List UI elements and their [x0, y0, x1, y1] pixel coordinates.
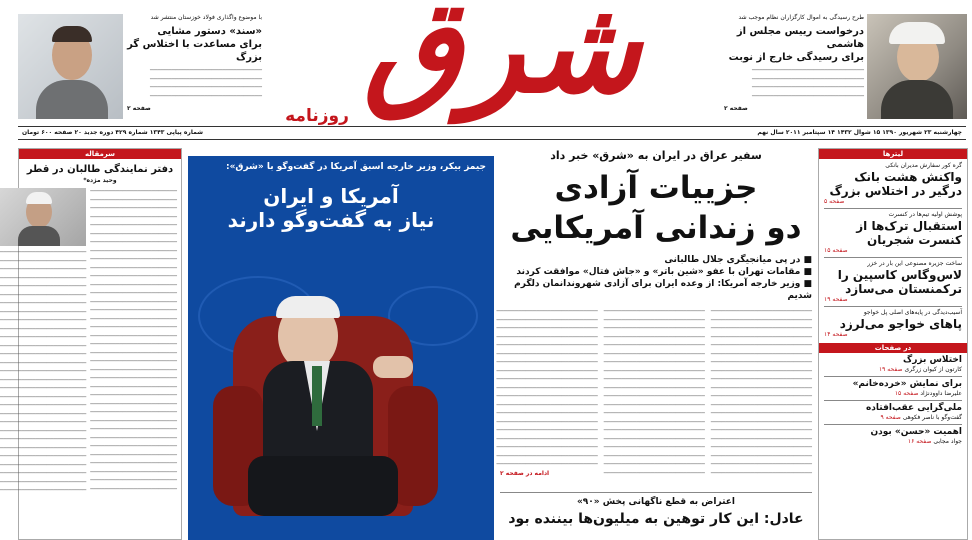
photo-caption: جیمز بیکر، وزیر خارجه اسبق آمریکا در گفت‌وگو با «شرق»:: [225, 162, 486, 172]
section-label: سرمقاله: [19, 149, 181, 159]
teaser-headline-2: برای مساعدت با اختلاس گر بزرگ: [127, 39, 262, 63]
bottom-story[interactable]: [500, 492, 812, 538]
teaser-headline: درخواست رییس مجلس از هاشمی: [736, 26, 864, 50]
divider: [824, 208, 962, 209]
item-title: واکنش هشت بانک درگیر در اختلاس بزرگ: [829, 170, 962, 198]
section-label: لیترها: [819, 149, 967, 159]
masthead-logo: [262, 0, 722, 134]
pages-item-title: اهمیت «حسن» بودن: [870, 427, 962, 437]
top-right-teaser[interactable]: [724, 14, 864, 114]
pages-item-page: صفحه ۱۵: [894, 390, 919, 397]
pages-item[interactable]: [824, 379, 962, 398]
item-kicker: آسیب‌دیدگی در پایه‌های اصلی پل خواجو: [863, 309, 962, 316]
item-title: استقبال ترک‌ها از کنسرت شجریان: [856, 219, 962, 247]
teaser-kicker: طرح رسیدگی به اموال کارگزاران نظام موجب شد: [738, 14, 864, 21]
right-column: [818, 148, 968, 540]
divider: [824, 376, 962, 377]
item-kicker: گره کور سفارش مدیران بانکی: [885, 162, 962, 169]
continued-ref: ادامه در صفحه ۲: [500, 470, 550, 477]
teaser-body-text: ─────────────────────────────── ─────────────────────────────── ─────────────────────────────── ───────────────────────────────: [150, 67, 262, 100]
date-bar: [18, 126, 966, 140]
left-column[interactable]: [0, 148, 182, 540]
pages-item-title: ملی‌گرایی عقب‌افتاده: [865, 403, 962, 413]
issue-line: شماره پیاپی ۱۳۴۳ شماره ۴۲۹ دوره جدید ۲۰ صفحه ۶۰۰ تومان: [22, 129, 204, 136]
pages-item-sub: علیرضا داوودنژاد: [920, 390, 962, 397]
baker-hand: [373, 356, 413, 378]
date-line: چهارشنبه ۲۳ شهریور ۱۳۹۰ ۱۵ شوال ۱۴۳۲ ۱۴ سپتامبر ۲۰۱۱ سال نهم: [757, 129, 962, 136]
photo-story[interactable]: [188, 156, 494, 540]
teaser-page-ref: صفحه ۲: [724, 105, 748, 112]
editorial-body: [0, 188, 181, 529]
right-item-2[interactable]: [819, 211, 967, 255]
pages-item-page: صفحه ۹: [880, 414, 901, 421]
bottom-headline: عادل: این کار توهین به میلیون‌ها بیننده بود: [508, 511, 804, 527]
teaser-kicker: با موضوع واگذاری فولاد خوزستان منتشر شد: [150, 14, 262, 21]
bottom-kicker: اعتراض به قطع ناگهانی پخش «۹۰»: [576, 497, 736, 507]
main-body-col: ──────────────────────────── ──────────────────────────── ──────────────────────────── ──────────────────────────── ──────────────────────────── ──────────────────────────── ──────────────────────────── ──────────────────────────── ──────────────────────────── ──────────────────────────── ──────────────────────────── ──────────────────────────── ──────────────────────────── ──────────────────────────── ──────────────────────────── ──────────────────────────── ──────────────────────────── ──────────────────────────── ────────────────────────────: [496, 308, 598, 468]
editorial-title: دفتر نمایندگی طالبان در قطر: [26, 164, 174, 175]
photo-headline: آمریکا و ایران: [263, 184, 399, 208]
main-sub-3-text: وزیر خارجه آمریکا: از وعده ایران برای آزادی شهروندانمان دلگرم شدیم: [514, 279, 812, 301]
logo-small-text: روزنامه: [285, 106, 349, 126]
teaser-headline: «سند» دستور مشایی: [157, 26, 262, 37]
main-story[interactable]: [496, 148, 812, 488]
hashemi-photo: [867, 14, 967, 119]
pages-list: [819, 353, 967, 448]
teaser-headline-2: برای رسیدگی خارج از نوبت: [728, 52, 864, 63]
divider: [824, 400, 962, 401]
top-left-teaser[interactable]: [127, 14, 262, 114]
right-item-1[interactable]: [819, 159, 967, 206]
right-item-4[interactable]: [819, 309, 967, 339]
main-headline: جزییات آزادی: [554, 170, 758, 206]
author-photo: [0, 188, 86, 246]
pages-item-title: برای نمایش «خرده‌خانم»: [852, 379, 962, 389]
photo-headline-2: نیاز به گفت‌وگو دارند: [227, 208, 435, 232]
right-item-3[interactable]: [819, 260, 967, 304]
item-title: لاس‌وگاس کاسپین را ترکمنستان می‌سازد: [837, 268, 962, 296]
main-body-col: ──────────────────────────── ──────────────────────────── ──────────────────────────── ──────────────────────────── ──────────────────────────── ──────────────────────────── ──────────────────────────── ──────────────────────────── ──────────────────────────── ──────────────────────────── ──────────────────────────── ──────────────────────────── ──────────────────────────── ──────────────────────────── ──────────────────────────── ──────────────────────────── ──────────────────────────── ──────────────────────────── ──────────────────────────── ────────────────────────────: [603, 308, 705, 477]
pages-item-sub: جواد مجابی: [933, 438, 962, 445]
pages-item-page: صفحه ۱۹: [878, 366, 903, 373]
main-headline-2: دو زندانی آمریکایی: [510, 210, 802, 246]
item-title: پاهای خواجو می‌لرزد: [839, 317, 962, 331]
main-sub-3: ■ وزیر خارجه آمریکا: از وعده ایران برای آزادی شهروندانمان دلگرم شدیم: [514, 279, 812, 301]
baker-tie: [312, 366, 322, 426]
mashaei-photo: [18, 14, 123, 119]
pages-item[interactable]: [824, 403, 962, 422]
baker-hair: [276, 296, 340, 318]
teaser-body-text: ─────────────────────────────── ─────────────────────────────── ─────────────────────────────── ───────────────────────────────: [752, 67, 864, 100]
editorial-col: ──────────────────────── ──────────────────────── ──────────────────────── ──────────────────────── ──────────────────────── ──────────────────────── ──────────────────────── ──────────────────────── ──────────────────────── ──────────────────────── ──────────────────────── ──────────────────────── ──────────────────────── ──────────────────────── ──────────────────────── ──────────────────────── ──────────────────────── ──────────────────────── ──────────────────────── ──────────────────────── ──────────────────────── ──────────────────────── ──────────────────────── ──────────────────────── ──────────────────────── ──────────────────────── ──────────────────────── ──────────────────────── ────────────────────────: [0, 249, 87, 494]
editorial-col: ──────────────────────── ──────────────────────── ──────────────────────── ──────────────────────── ──────────────────────── ──────────────────────── ──────────────────────── ──────────────────────── ──────────────────────── ──────────────────────── ──────────────────────── ──────────────────────── ──────────────────────── ──────────────────────── ──────────────────────── ──────────────────────── ──────────────────────── ──────────────────────── ──────────────────────── ──────────────────────── ──────────────────────── ──────────────────────── ──────────────────────── ──────────────────────── ──────────────────────── ──────────────────────── ──────────────────────── ──────────────────────── ──────────────────────── ──────────────────────── ──────────────────────── ──────────────────────── ──────────────────────── ──────────────────────── ──────────────────────── ────────────────────────: [90, 188, 177, 493]
teaser-page-ref: صفحه ۲: [127, 105, 151, 112]
logo-text: شرق: [363, 0, 641, 122]
item-page: صفحه ۱۵: [824, 247, 848, 254]
item-page: صفحه ۱۹: [824, 296, 848, 303]
item-page: صفحه ۱۴: [824, 331, 848, 338]
main-kicker: سفیر عراق در ایران به «شرق» خبر داد: [550, 149, 762, 162]
divider: [824, 257, 962, 258]
pages-item-title: اختلاس بزرگ: [902, 355, 962, 365]
main-sub-2: ■ مقامات تهران با عفو «شین باتر» و «جاش فتال» موافقت کردند: [516, 267, 812, 277]
main-sub-1-text: در پی میانجیگری جلال طالبانی: [664, 255, 801, 265]
item-kicker: ساخت جزیره مصنوعی این بار در خزر: [867, 260, 962, 267]
pages-item[interactable]: [824, 355, 962, 374]
pages-item-sub: کارتون از کیوان زرگری: [904, 366, 962, 373]
editorial-author: وحید مژده*: [83, 177, 117, 184]
pages-item-page: صفحه ۱۶: [907, 438, 932, 445]
item-page: صفحه ۵: [824, 198, 845, 205]
divider: [824, 424, 962, 425]
editorial-col-2: [0, 188, 86, 529]
section-label-2: در صفحات: [819, 343, 967, 353]
pages-item[interactable]: [824, 427, 962, 446]
item-kicker: پوشش اولیه تیم‌ها در کنسرت: [888, 211, 962, 218]
baker-legs: [248, 456, 398, 516]
pages-item-sub: گفت‌وگو با ناصر فکوهی: [902, 414, 962, 421]
main-body-col: ──────────────────────────── ──────────────────────────── ──────────────────────────── ──────────────────────────── ──────────────────────────── ──────────────────────────── ──────────────────────────── ──────────────────────────── ──────────────────────────── ──────────────────────────── ──────────────────────────── ──────────────────────────── ──────────────────────────── ──────────────────────────── ──────────────────────────── ──────────────────────────── ──────────────────────────── ──────────────────────────── ──────────────────────────── ────────────────────────────: [710, 308, 812, 477]
main-sub-2-text: مقامات تهران با عفو «شین باتر» و «جاش فتال» موافقت کردند: [516, 267, 801, 277]
divider: [824, 306, 962, 307]
main-sub-1: ■ در پی میانجیگری جلال طالبانی: [664, 255, 812, 265]
